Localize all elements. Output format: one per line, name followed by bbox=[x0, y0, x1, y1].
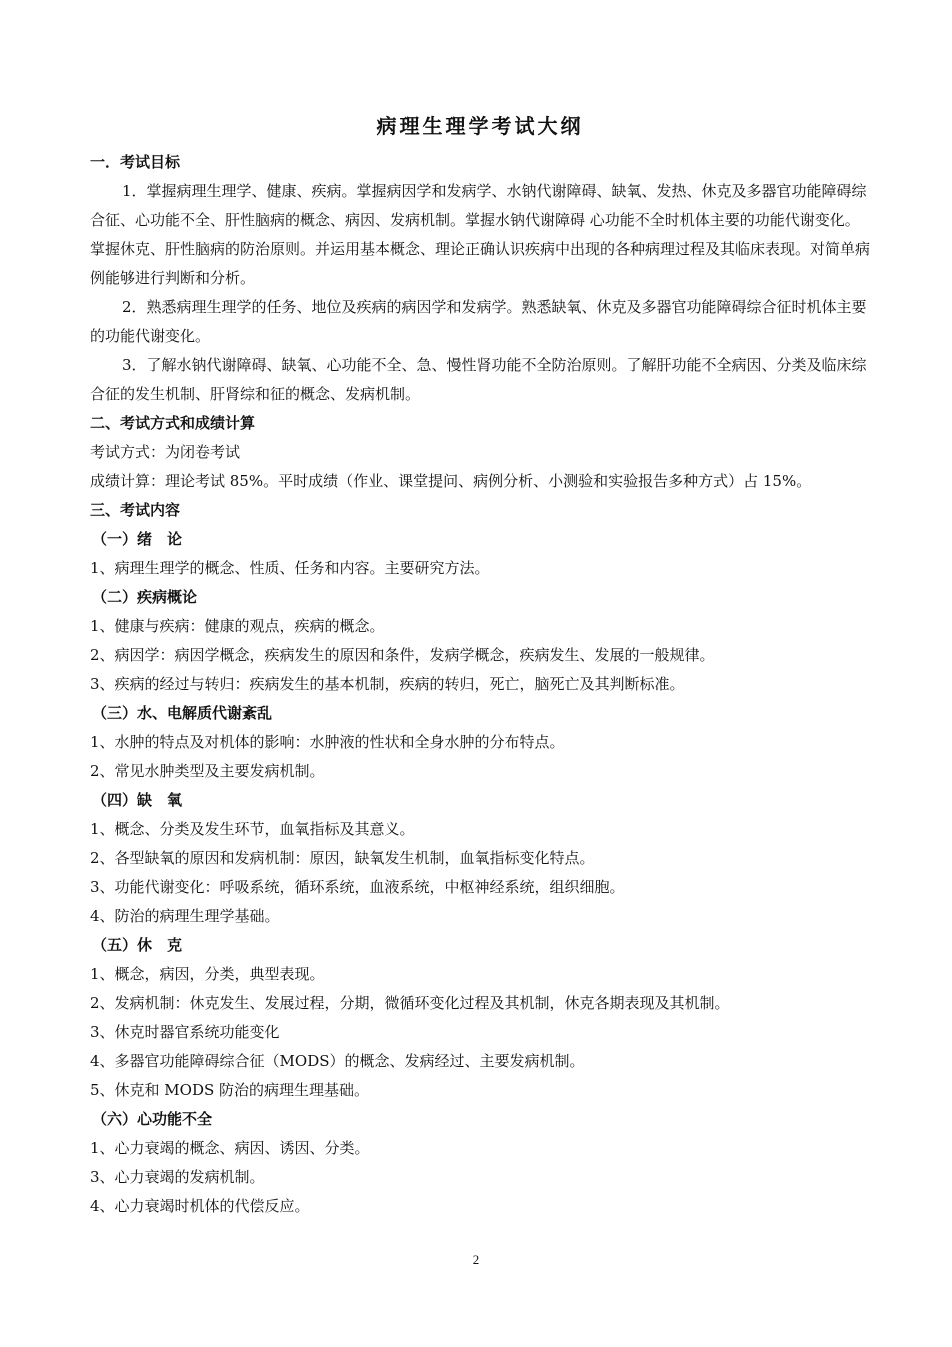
list-item: 3、功能代谢变化：呼吸系统，循环系统，血液系统，中枢神经系统，组织细胞。 bbox=[90, 878, 625, 896]
subsection-heading-hypoxia: （四）缺 氧 bbox=[92, 791, 183, 809]
section-heading-exam-method: 二、考试方式和成绩计算 bbox=[90, 414, 256, 432]
subsection-heading-introduction: （一）绪 论 bbox=[92, 530, 183, 548]
page-number: 2 bbox=[472, 1252, 480, 1267]
section-heading-exam-content: 三、考试内容 bbox=[90, 501, 181, 519]
section-heading-goals: 一．考试目标 bbox=[90, 153, 181, 171]
list-item: 4、心力衰竭时机体的代偿反应。 bbox=[90, 1197, 310, 1215]
goal-paragraph-1: 1．掌握病理生理学、健康、疾病。掌握病因学和发病学、水钠代谢障碍、缺氧、发热、休克及多器官功能障碍综合征、心功能不全、肝性脑病的概念、病因、发病机制。掌握水钠代谢障碍 心功能不全时机体主要的功能代谢变化。掌握休克、肝性脑病的防治原则。并运用基本概念、理论正确认识疾病中出现的各种病理过程及其临床表现。对简单病例能够进行判断和分析。 bbox=[90, 182, 871, 287]
list-item: 3、心力衰竭的发病机制。 bbox=[90, 1168, 265, 1186]
subsection-heading-disease-overview: （二）疾病概论 bbox=[92, 588, 198, 606]
document-title: 病理生理学考试大纲 bbox=[376, 114, 584, 138]
list-item: 5、休克和 MODS 防治的病理生理基础。 bbox=[90, 1081, 370, 1099]
exam-method-line: 考试方式：为闭卷考试 bbox=[90, 443, 241, 461]
list-item: 1、概念，病因，分类，典型表现。 bbox=[90, 965, 325, 983]
document-page bbox=[90, 112, 870, 1221]
list-item: 2、常见水肿类型及主要发病机制。 bbox=[90, 762, 325, 780]
subsection-heading-heart-failure: （六）心功能不全 bbox=[92, 1110, 213, 1128]
list-item: 3、疾病的经过与转归：疾病发生的基本机制，疾病的转归，死亡，脑死亡及其判断标准。 bbox=[90, 675, 685, 693]
goal-paragraph-2: 2．熟悉病理生理学的任务、地位及疾病的病因学和发病学。熟悉缺氧、休克及多器官功能障碍综合征时机体主要的功能代谢变化。 bbox=[90, 298, 867, 345]
goal-paragraph-3: 3．了解水钠代谢障碍、缺氧、心功能不全、急、慢性肾功能不全防治原则。了解肝功能不全病因、分类及临床综合征的发生机制、肝肾综和征的概念、发病机制。 bbox=[90, 356, 867, 403]
list-item: 4、多器官功能障碍综合征（MODS）的概念、发病经过、主要发病机制。 bbox=[90, 1052, 585, 1070]
list-item: 1、健康与疾病：健康的观点，疾病的概念。 bbox=[90, 617, 385, 635]
subsection-heading-shock: （五）休 克 bbox=[92, 936, 183, 954]
list-item: 4、防治的病理生理学基础。 bbox=[90, 907, 280, 925]
subsection-heading-water-electrolyte: （三）水、电解质代谢紊乱 bbox=[92, 704, 273, 722]
grading-line: 成绩计算：理论考试 85%。平时成绩（作业、课堂提问、病例分析、小测验和实验报告多种方式）占 15%。 bbox=[90, 472, 812, 490]
list-item: 1、心力衰竭的概念、病因、诱因、分类。 bbox=[90, 1139, 370, 1157]
list-item: 2、病因学：病因学概念，疾病发生的原因和条件，发病学概念，疾病发生、发展的一般规律。 bbox=[90, 646, 715, 664]
list-item: 3、休克时器官系统功能变化 bbox=[90, 1023, 280, 1041]
list-item: 1、概念、分类及发生环节，血氧指标及其意义。 bbox=[90, 820, 415, 838]
list-item: 2、各型缺氧的原因和发病机制：原因，缺氧发生机制，血氧指标变化特点。 bbox=[90, 849, 595, 867]
list-item: 1、病理生理学的概念、性质、任务和内容。主要研究方法。 bbox=[90, 559, 490, 577]
list-item: 2、发病机制：休克发生、发展过程，分期，微循环变化过程及其机制，休克各期表现及其机制。 bbox=[90, 994, 730, 1012]
list-item: 1、水肿的特点及对机体的影响：水肿液的性状和全身水肿的分布特点。 bbox=[90, 733, 565, 751]
